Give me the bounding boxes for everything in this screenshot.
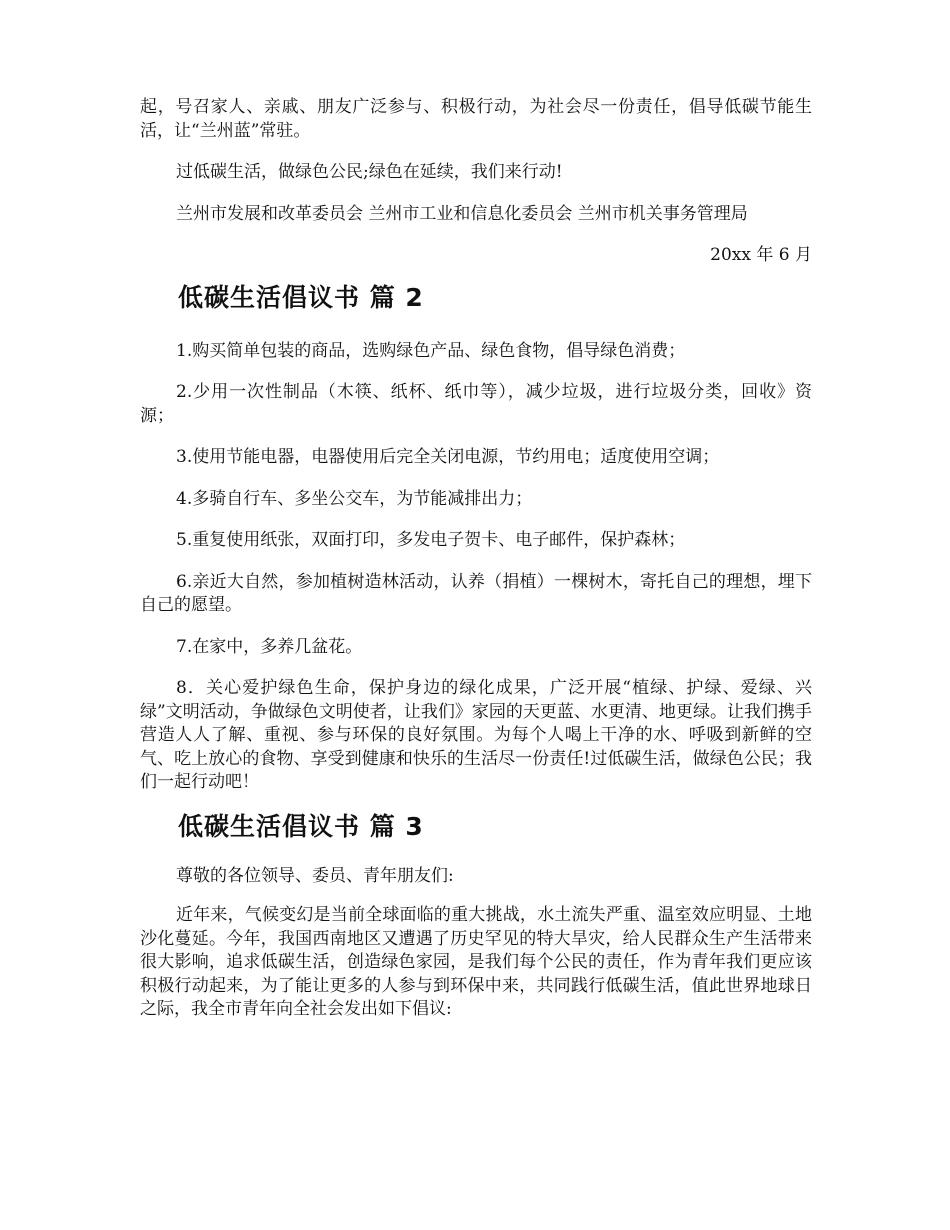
list-item: 6.亲近大自然，参加植树造林活动，认养（捐植）一棵树木，寄托自己的理想，埋下自己的愿望。 xyxy=(140,571,812,615)
list-item: 5.重复使用纸张，双面打印，多发电子贺卡、电子邮件，保护森林； xyxy=(176,530,686,550)
list-item: 8．关心爱护绿色生命，保护身边的绿化成果，广泛开展“植绿、护绿、爱绿、兴绿”文明活动，争做绿色文明使者，让我们》家园的天更蓝、水更清、地更绿。让我们携手营造人人了解、重视、参与环保的良好氛围。为每个人喝上干净的水、呼吸到新鲜的空气、吃上放心的食物、享受到健康和快乐的生活尽一份责任!过低碳生活，做绿色公民；我们一起行动吧！ xyxy=(140,678,812,792)
section-heading-2: 低碳生活倡议书 篇 2 xyxy=(178,282,424,312)
list-item: 1.购买简单包装的商品，选购绿色产品、绿色食物，倡导绿色消费； xyxy=(176,340,686,361)
list-item: 2.少用一次性制品（木筷、纸杯、纸巾等），减少垃圾，进行垃圾分类，回收》资源； xyxy=(140,382,812,426)
list-item: 4.多骑自行车、多坐公交车，为节能减排出力； xyxy=(176,488,533,509)
signatories: 兰州市发展和改革委员会 兰州市工业和信息化委员会 兰州市机关事务管理局 xyxy=(176,203,748,224)
date-line: 20xx 年 6 月 xyxy=(710,245,812,265)
list-item: 7.在家中，多养几盆花。 xyxy=(176,636,363,657)
continued-paragraph: 起，号召家人、亲戚、朋友广泛参与、积极行动，为社会尽一份责任，倡导低碳节能生活，让“兰州蓝”常驻。 xyxy=(140,97,812,141)
list-item: 3.使用节能电器，电器使用后完全关闭电源，节约用电；适度使用空调； xyxy=(176,447,720,467)
slogan-paragraph: 过低碳生活，做绿色公民;绿色在延续，我们来行动! xyxy=(176,162,563,182)
document-page xyxy=(140,96,812,1022)
section-heading-3: 低碳生活倡议书 篇 3 xyxy=(178,811,424,841)
greeting: 尊敬的各位领导、委员、青年朋友们: xyxy=(176,865,454,886)
body-paragraph: 近年来，气候变幻是当前全球面临的重大挑战，水土流失严重、温室效应明显、土地沙化蔓延。今年，我国西南地区又遭遇了历史罕见的特大旱灾，给人民群众生产生活带来很大影响，追求低碳生活，创造绿色家园，是我们每个公民的责任，作为青年我们更应该积极行动起来，为了能让更多的人参与到环保中来，共同践行低碳生活，值此世界地球日之际，我全市青年向全社会发出如下倡议: xyxy=(140,905,812,1019)
